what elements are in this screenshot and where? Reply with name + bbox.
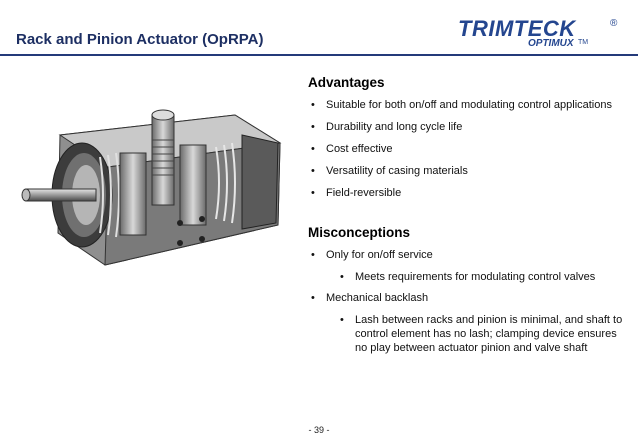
list-item: • Only for on/off service: [311, 249, 433, 261]
actuator-cutaway-image: [20, 95, 295, 270]
title-divider: [0, 54, 638, 56]
bullet: •: [311, 249, 315, 261]
trimteck-logo: [458, 16, 626, 50]
bullet: •: [311, 187, 315, 199]
sub-list-item: • Meets requirements for modulating control valves: [340, 271, 596, 283]
content-column: [308, 75, 628, 362]
advantages-heading: Advantages: [308, 75, 385, 90]
bullet: •: [340, 314, 344, 326]
bullet: •: [311, 121, 315, 133]
logo-trademark: TM: [578, 39, 589, 46]
bullet: •: [311, 143, 315, 155]
list-item: • Suitable for both on/off and modulating control applications: [311, 99, 612, 111]
logo-registered-mark: ®: [610, 18, 618, 29]
advantages-list: [308, 98, 628, 200]
logo-sub-brand: OPTIMUX: [528, 38, 574, 49]
list-item: • Versatility of casing materials: [311, 165, 468, 177]
bullet: •: [311, 292, 315, 304]
bullet: •: [340, 271, 344, 283]
misconceptions-heading: Misconceptions: [308, 225, 411, 240]
page-number: - 39 -: [308, 425, 330, 435]
misconceptions-list: [308, 248, 628, 355]
list-item: • Field-reversible: [311, 187, 402, 199]
list-item: • Mechanical backlash: [311, 292, 429, 304]
list-item: • Durability and long cycle life: [311, 121, 463, 133]
sub-list-item: • Lash between racks and pinion is minimal, and shaft to control element has no lash; clamping device ensures no play between actuator pinion and valve shaft: [340, 314, 623, 354]
page-title: Rack and Pinion Actuator (OpRPA): [16, 31, 264, 48]
logo-brand: TRIMTECK: [458, 16, 576, 41]
bullet: •: [311, 165, 315, 177]
bullet: •: [311, 99, 315, 111]
list-item: • Cost effective: [311, 143, 393, 155]
